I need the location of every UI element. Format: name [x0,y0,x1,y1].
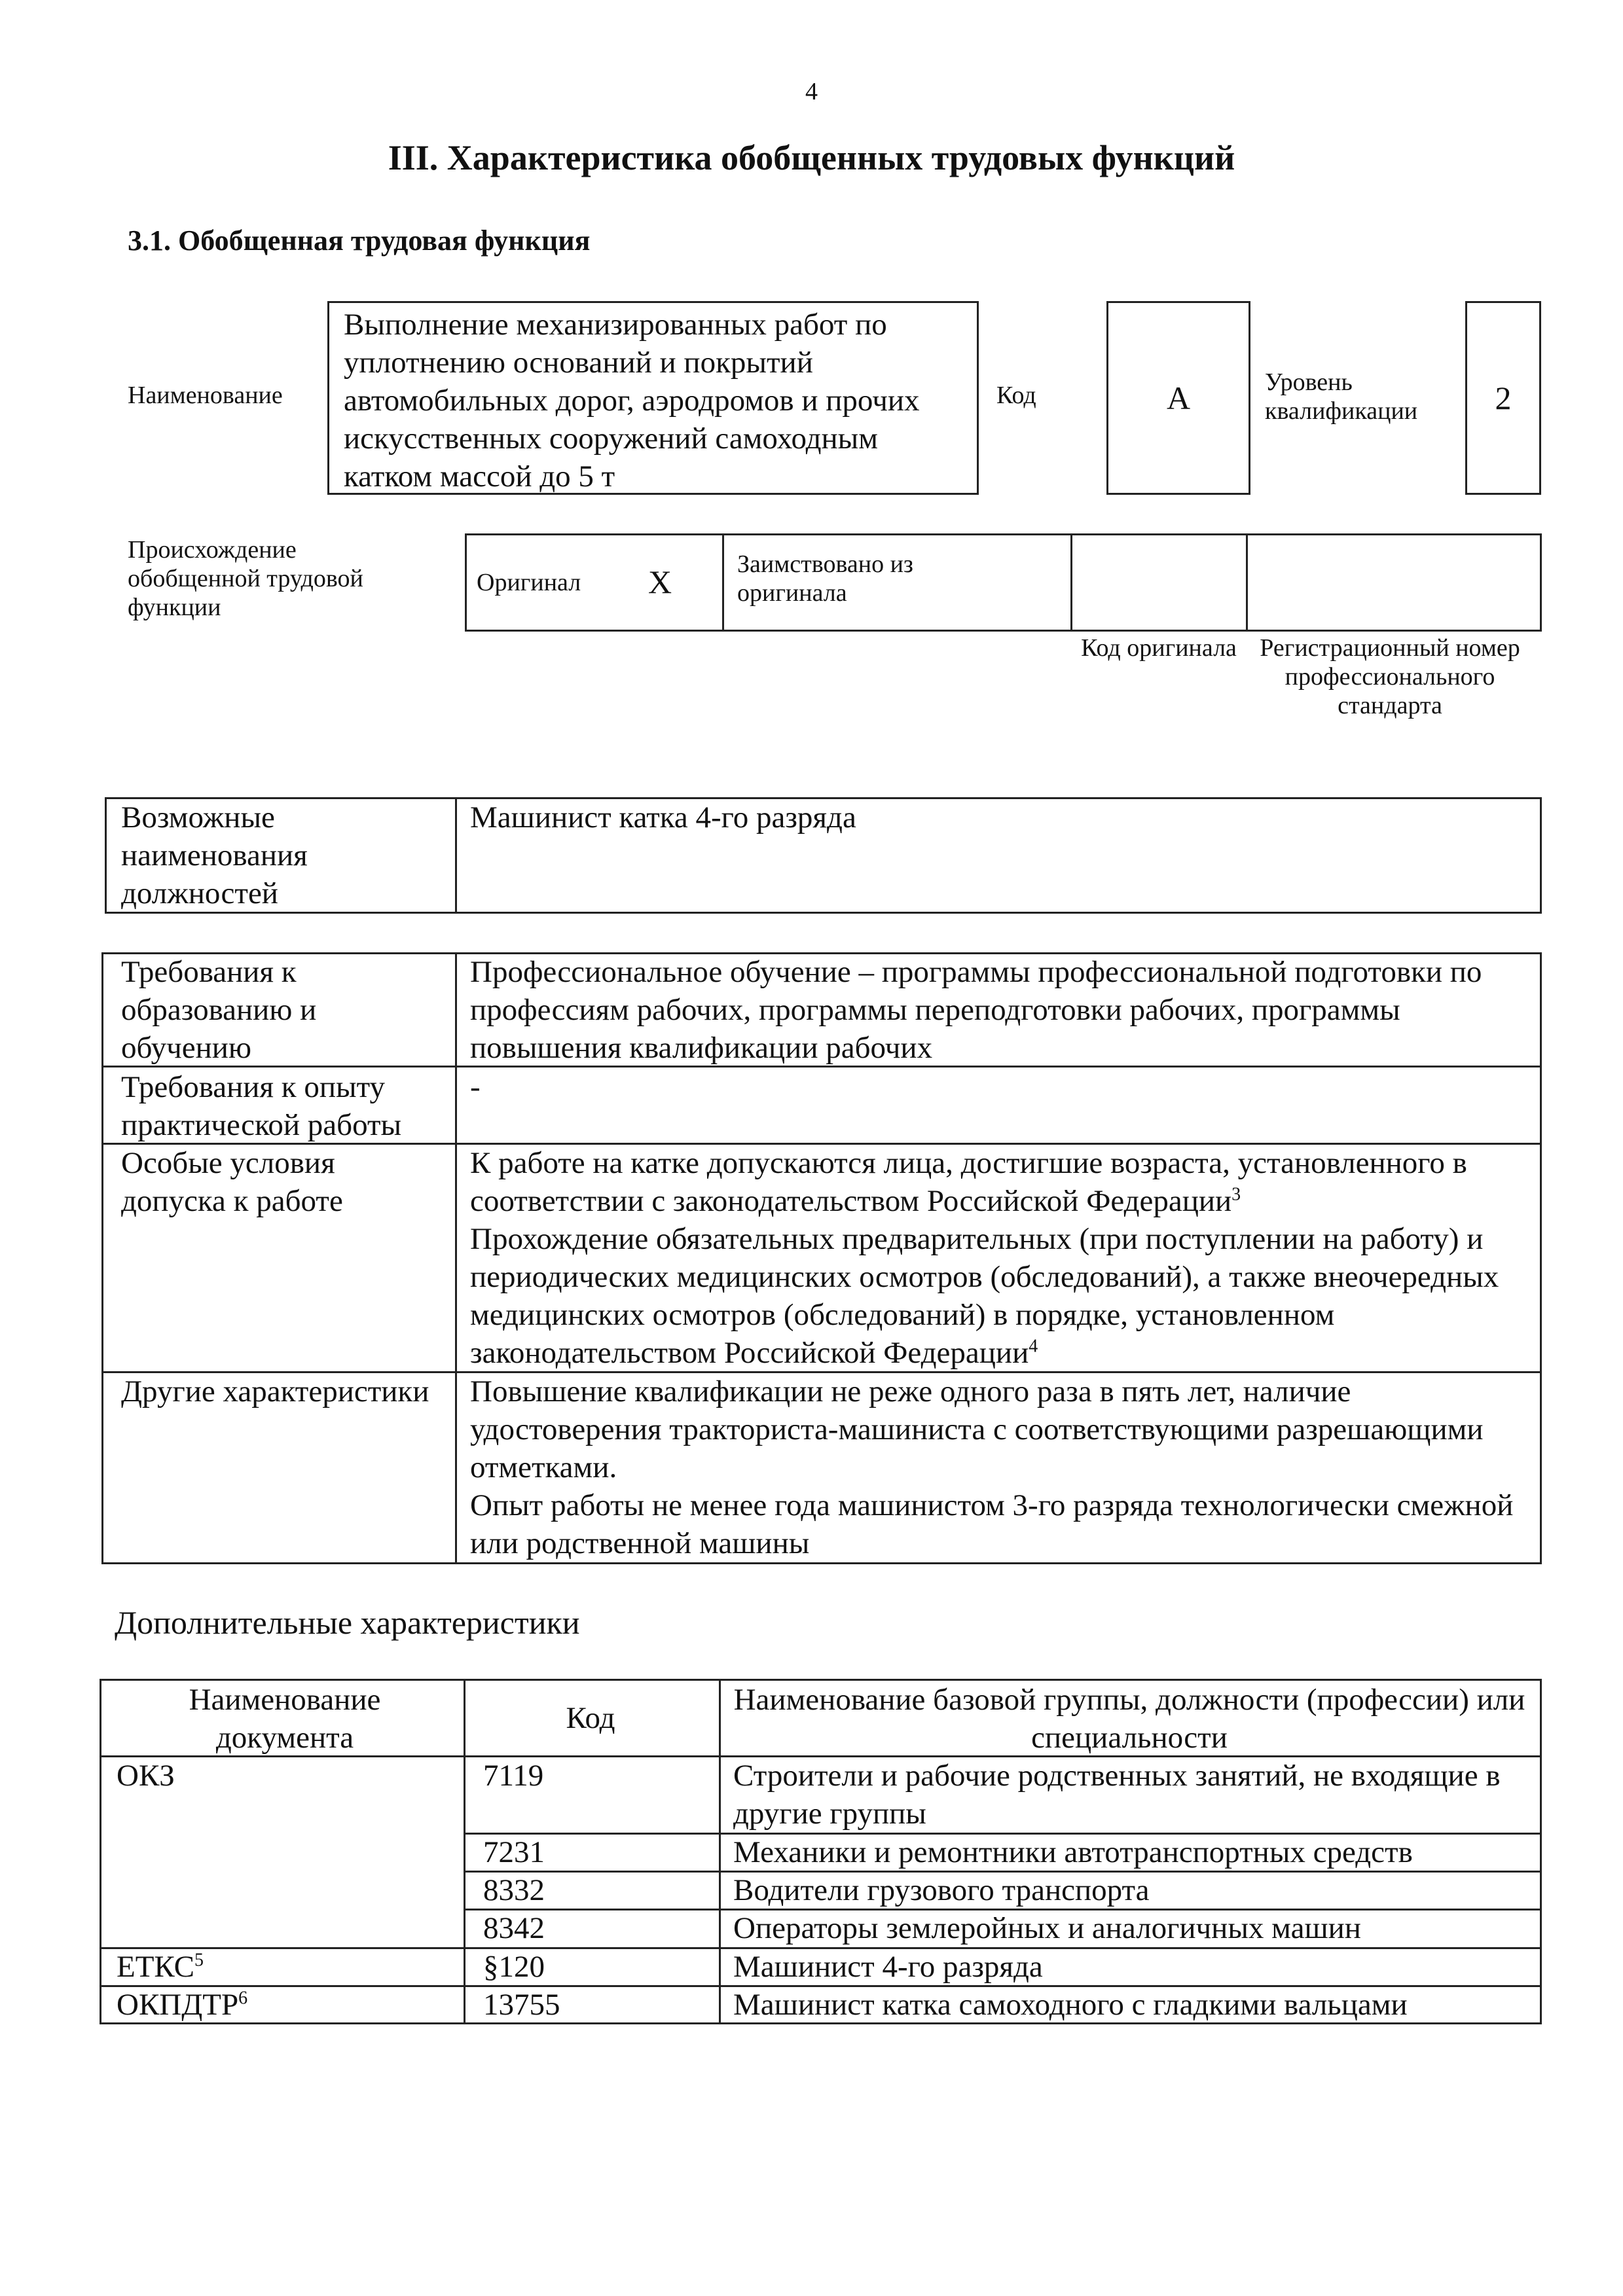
function-name: Выполнение механизированных работ по уплотнению оснований и покрытий автомобильных дорог, аэродромов и прочих искусственных сооружений самоходным катком массой до 5 т [344,308,920,493]
table-row-name: Строители и рабочие родственных занятий, не входящие в другие группы [733,1759,1501,1831]
table-row-code: 8342 [483,1911,545,1945]
table-row-doc: ОКПДТР$^6$ [117,1988,248,2022]
function-name-box [327,301,979,495]
table-row-name: Операторы землеройных и аналогичных машин [733,1911,1361,1945]
level-value: 2 [1495,380,1512,416]
positions-label: Возможные наименования должностей [121,800,308,910]
level-box [1465,301,1541,495]
table-row-doc: ЕТКС$^5$ [117,1950,204,1984]
original-label: Оригинал [477,569,581,596]
section-title: III. Характеристика обобщенных трудовых функций [388,138,1235,177]
footnote-4: 4 [1029,1336,1038,1357]
original-mark: Х [648,564,672,600]
level-label: Уровень квалификации [1265,368,1418,425]
additional-title: Дополнительные характеристики [115,1604,580,1641]
positions-value: Машинист катка 4-го разряда [470,800,856,834]
table-row-code: 13755 [483,1988,560,2022]
req-other-value-2: Опыт работы не менее года машинистом 3-го разряда технологически смежной или родственной машины [470,1488,1514,1560]
table-row-name: Водители грузового транспорта [733,1873,1150,1907]
req-conditions-label: Особые условия допуска к работе [121,1146,343,1218]
req-conditions-value-2: Прохождение обязательных предварительных (при поступлении на работу) и периодических медицинских осмотров (обследований), а также внеочередных медицинских осмотров (обследований) в порядке, установленном законодательством Российской Федерации$^4$ [470,1222,1499,1370]
req-other-value-1: Повышение квалификации не реже одного раза в пять лет, наличие удостоверения тракториста-машиниста с соответствующими разрешающими отметками. [470,1374,1484,1484]
table-row-name: Механики и ремонтники автотранспортных средств [733,1835,1413,1869]
col-header-document: Наименование документа [189,1683,381,1755]
table-row-code: §120 [483,1950,545,1984]
origin-label: Происхождение обобщенной трудовой функции [128,536,363,621]
page-number: 4 [805,78,818,105]
table-row-name: Машинист катка самоходного с гладкими вальцами [733,1988,1408,2022]
req-conditions-value-1: К работе на катке допускаются лица, достигшие возраста, установленного в соответствии с законодательством Российской Федерации$^3$ [470,1146,1467,1218]
table-row-code: 7231 [483,1835,545,1869]
table-row-code: 7119 [483,1759,544,1793]
req-experience-value: - [470,1070,481,1104]
col-header-group-name: Наименование базовой группы, должности (профессии) или специальности [733,1683,1525,1755]
req-experience-label: Требования к опыту практической работы [121,1070,402,1142]
name-label: Наименование [128,382,283,409]
code-label: Код [996,382,1036,409]
subsection-title: 3.1. Обобщенная трудовая функция [128,224,591,257]
table-row-doc: ОКЗ [117,1759,175,1793]
req-education-value: Профессиональное обучение – программы профессиональной подготовки по профессиям рабочих, программы переподготовки рабочих, программы повышения квалификации рабочих [470,955,1482,1065]
caption-reg-number: Регистрационный номер профессионального стандарта [1260,634,1520,719]
code-box [1106,301,1250,495]
table-row-name: Машинист 4-го разряда [733,1950,1043,1984]
table-row-code: 8332 [483,1873,545,1907]
code-value: А [1166,380,1191,416]
footnote-5: 5 [194,1950,204,1971]
origin-table [465,533,1542,632]
col-header-code: Код [566,1701,615,1735]
caption-original-code: Код оригинала [1081,634,1237,662]
req-education-label: Требования к образованию и обучению [121,955,317,1065]
borrowed-label: Заимствовано из оригинала [737,550,913,607]
footnote-6: 6 [238,1988,248,2009]
footnote-3: 3 [1231,1184,1241,1205]
req-other-label: Другие характеристики [121,1374,429,1408]
